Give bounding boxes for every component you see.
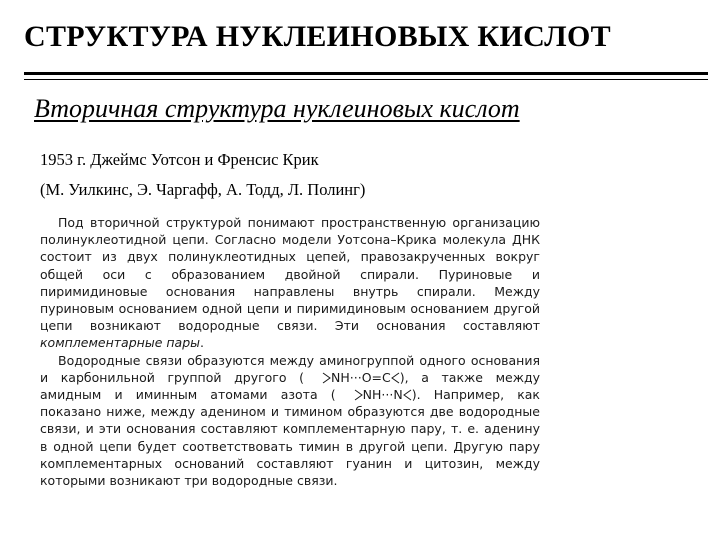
title-divider-thick [24,72,708,75]
excerpt-p2-part-a: Водородные связи образуются между аминогруппой одного основания и карбонильной группой другого ( [40,352,540,385]
contributors-line: (М. Уилкинс, Э. Чаргафф, А. Тодд, Л. Полинг) [40,180,366,199]
complementary-pairs-term: комплементарные пары [40,335,200,351]
excerpt-paragraph-1 [40,214,540,352]
bond-formula-1 [304,369,400,386]
left-bond-bracket-icon [322,372,331,384]
slide-subtitle: Вторичная структура нуклеиновых кислот [34,94,520,123]
title-divider-thin [24,79,708,80]
bond-formula-2-text: NH···N [362,387,403,403]
excerpt-p1-text: Под вторичной структурой понимают пространственную организацию полинуклеотидной цепи. Согласно модели Уотсона–Крика молекула ДНК состоит из двух полинуклеотидных цепей, правозакрученных вокруг общей оси с образованием двойной спирали. Пуриновые и пиримидиновые основания направлены внутрь спирали. Между пуриновым основанием одной цепи и пиримидиновым основанием другой цепи возникают водородные связи. Эти основания составляют [40,215,540,334]
right-bond-bracket-icon [391,372,400,384]
excerpt-p2-part-b: ), а также между амидным и иминным атомами азота ( [40,369,540,403]
left-bond-bracket-icon [354,389,363,401]
excerpt-p2-part-c: ). Например, как показано ниже, между аденином и тимином образуются две водородные связи, и эти основания составляют комплементарную пару, т. е. аденину в одной цепи будет соответствовать тимин в другой цепи. Другую пару комплементарных оснований составляют гуанин и цитозин, между которыми возникают три водородные связи. [40,387,540,489]
textbook-excerpt [40,214,540,489]
right-bond-bracket-icon [403,389,412,401]
bond-formula-2 [336,386,412,403]
slide-title: СТРУКТУРА НУКЛЕИНОВЫХ КИСЛОТ [24,20,611,53]
excerpt-p1-end: . [200,335,204,351]
bond-formula-1-text: NH···O=C [331,369,391,385]
excerpt-paragraph-2 [40,352,540,490]
discovery-line: 1953 г. Джеймс Уотсон и Френсис Крик [40,150,319,169]
